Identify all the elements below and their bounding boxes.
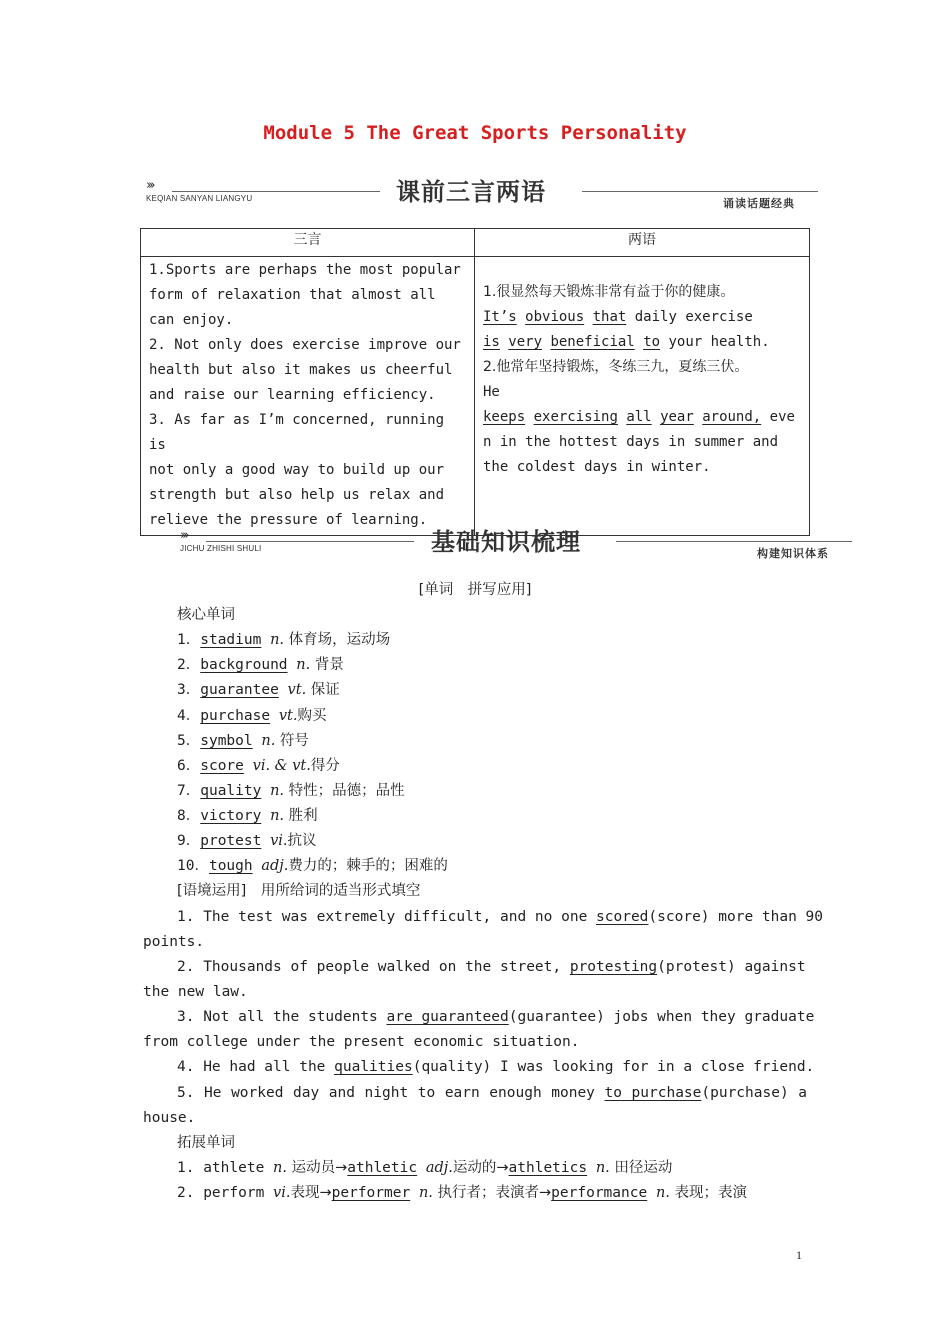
banner-right-label: 构建知识体系 [757,547,829,560]
sanyan-line: and raise our learning efficiency. [149,387,436,403]
banner-pinyin: KEQIAN SANYAN LIANGYU [146,194,253,203]
core-word-item: 7．quality n. 特性；品德；品性 [177,783,405,799]
context-usage-label: [语境运用] 用所给词的适当形式填空 [177,883,421,899]
arrows-icon: ››› [180,528,187,543]
exercise-line: points. [143,934,205,950]
sanyan-line: 1.Sports are perhaps the most popular [149,262,461,278]
extend-word-item: 2. perform vi.表现→performer n. 执行者；表演者→performance n. 表现；表演 [177,1185,747,1201]
core-word-item: 3．guarantee vt. 保证 [177,682,340,698]
extend-words-label: 拓展单词 [177,1135,235,1151]
sanyan-line: 3. As far as I’m concerned, running is [149,412,445,453]
core-word-item: 8．victory n. 胜利 [177,808,318,824]
liangyu-line: 2.他常年坚持锻炼，冬练三九，夏练三伏。 [483,359,749,375]
banner-jichu [176,522,856,562]
sanyan-cell [141,257,475,536]
banner-line-right [616,541,852,542]
sanyan-line: can enjoy. [149,312,234,328]
exercise-line: the new law. [143,984,248,1000]
exercise-line: 5. He worked day and night to earn enough money to purchase(purchase) a [177,1085,807,1101]
sanyan-liangyu-table [140,228,810,536]
liangyu-line: the coldest days in winter. [483,459,711,475]
sanyan-line: relieve the pressure of learning. [149,512,428,528]
sanyan-line: not only a good way to build up our [149,462,445,478]
sanyan-line: 2. Not only does exercise improve our [149,337,461,353]
table-header-sanyan: 三言 [141,229,475,257]
arrows-icon: ››› [146,178,153,193]
banner-heading: 课前三言两语 [396,178,546,206]
sanyan-line: form of relaxation that almost all [149,287,436,303]
core-word-item: 2．background n. 背景 [177,657,344,673]
liangyu-line: is very beneficial to your health. [483,334,770,350]
liangyu-line: 1.很显然每天锻炼非常有益于你的健康。 [483,284,735,300]
exercise-line: 2. Thousands of people walked on the street, protesting(protest) against [177,959,806,975]
exercise-line: house. [143,1110,196,1126]
exercise-line: 1. The test was extremely difficult, and no one scored(score) more than 90 [177,909,824,925]
banner-line-left [172,191,380,192]
banner-right-label: 诵读话题经典 [723,197,795,210]
exercise-line: 4. He had all the qualities(quality) I was looking for in a close friend. [177,1059,815,1075]
liangyu-line: It’s obvious that daily exercise [483,309,753,325]
exercise-line: from college under the present economic situation. [143,1034,580,1050]
page-number: 1 [796,1248,802,1262]
sanyan-line: strength but also help us relax and [149,487,445,503]
liangyu-line: He [483,384,500,400]
liangyu-cell [475,257,810,536]
core-word-item: 5．symbol n. 符号 [177,733,309,749]
extend-word-item: 1. athlete n. 运动员→athletic adj.运动的→athletics n. 田径运动 [177,1160,673,1176]
page-title: Module 5 The Great Sports Personality [263,122,687,144]
table-header-liangyu: 两语 [475,229,810,257]
banner-line-left [206,541,414,542]
core-word-item: 10．tough adj.费力的；棘手的；困难的 [177,858,448,874]
banner-keqian [142,172,822,212]
core-word-item: 6．score vi. & vt.得分 [177,758,340,774]
liangyu-line: n in the hottest days in summer and [483,434,779,450]
exercise-line: 3. Not all the students are guaranteed(guarantee) jobs when they graduate [177,1009,815,1025]
sanyan-line: health but also it makes us cheerful [149,362,453,378]
banner-pinyin: JICHU ZHISHI SHULI [180,544,262,553]
core-word-item: 4．purchase vt.购买 [177,708,327,724]
core-word-item: 1．stadium n. 体育场，运动场 [177,632,391,648]
section-subtitle: [单词 拼写应用] [418,582,532,598]
banner-line-right [582,191,818,192]
liangyu-line: keeps exercising all year around, eve [483,409,795,425]
core-words-label: 核心单词 [177,607,235,623]
core-word-item: 9．protest vi.抗议 [177,833,317,849]
banner-heading: 基础知识梳理 [431,528,581,556]
